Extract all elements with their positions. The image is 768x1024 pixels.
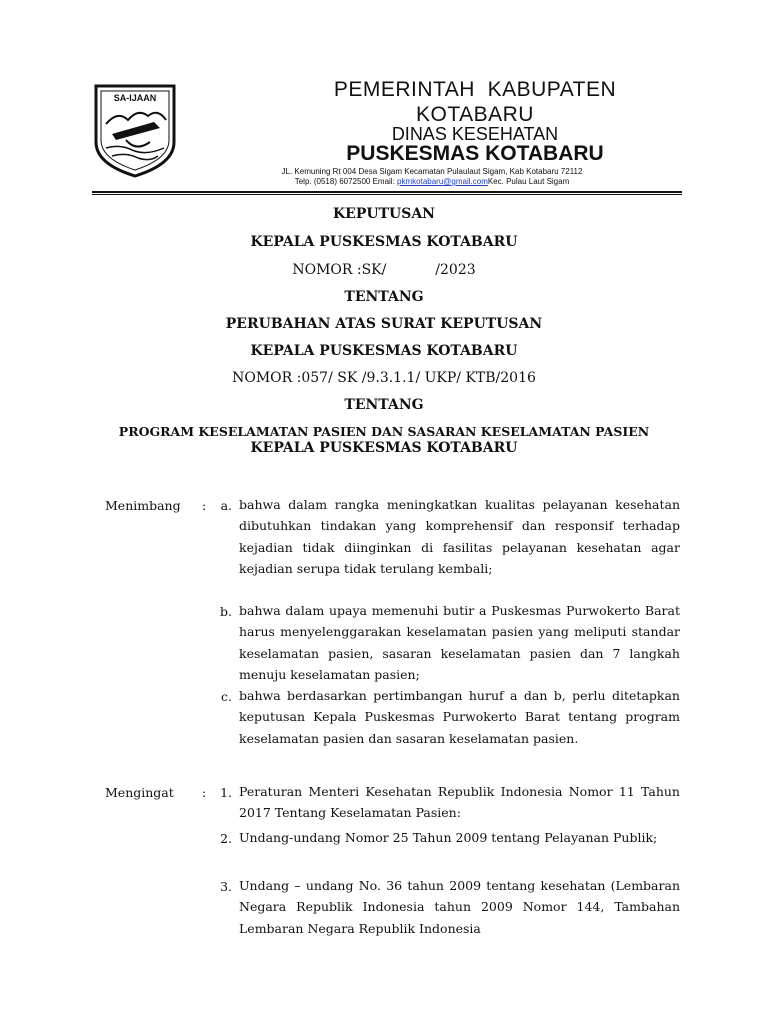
mengingat-item-2: Undang-undang Nomor 25 Tahun 2009 tentang Pelayanan Publik; bbox=[239, 830, 658, 845]
letterhead-rule-thin bbox=[92, 194, 682, 195]
list-marker: b. bbox=[220, 604, 232, 619]
menimbang-item-a: bahwa dalam rangka meningkatkan kualitas pelayanan kesehatan dibutuhkan tindakan yang komprehensif dan responsif terhadap kejadian tidak diinginkan di fasilitas pelayanan kesehatan agar kejadian serupa tidak terulang kembali; bbox=[239, 497, 680, 576]
title-tentang-2: TENTANG bbox=[344, 397, 424, 413]
list-marker: 1. bbox=[220, 785, 232, 800]
letterhead-city: KOTABARU bbox=[416, 103, 534, 126]
menimbang-item-c: bahwa berdasarkan pertimbangan huruf a dan b, perlu ditetapkan keputusan Kepala Puskesmas Purwokerto Barat tentang program keselamatan pasien dan sasaran keselamatan pasien. bbox=[239, 688, 680, 746]
title-keputusan: KEPUTUSAN bbox=[333, 206, 435, 222]
letterhead-rule bbox=[92, 191, 682, 193]
list-marker: 2. bbox=[220, 831, 232, 846]
section-colon: : bbox=[202, 498, 207, 513]
title-perubahan: PERUBAHAN ATAS SURAT KEPUTUSAN bbox=[225, 316, 543, 332]
logo-text: SA-IJAAN bbox=[113, 93, 157, 103]
title-tentang: TENTANG bbox=[344, 289, 424, 305]
list-marker: 3. bbox=[220, 879, 232, 894]
sa-ijaan-logo bbox=[92, 80, 178, 180]
letterhead-address: JL. Kemuning Rt 004 Desa Sigam Kecamatan Pulaulaut Sigam, Kab Kotabaru 72112 bbox=[281, 167, 583, 176]
letterhead-contact bbox=[222, 177, 642, 187]
list-marker: c. bbox=[221, 689, 232, 704]
list-marker: a. bbox=[220, 498, 232, 513]
contact-email-link[interactable]: pkmkotabaru@gmail.com bbox=[397, 177, 488, 186]
contact-district: Kec. Pulau Laut Sigam bbox=[487, 177, 570, 186]
menimbang-item-b: bahwa dalam upaya memenuhi butir a Puskesmas Purwokerto Barat harus menyelenggarakan keselamatan pasien yang meliputi standar keselamatan pasien, sasaran keselamatan pasien dan 7 langkah menuju keselamatan pasien; bbox=[239, 603, 680, 682]
section-colon: : bbox=[202, 785, 207, 800]
title-kepala-2: KEPALA PUSKESMAS KOTABARU bbox=[250, 343, 518, 359]
letterhead-department: DINAS KESEHATAN bbox=[391, 124, 559, 144]
section-label-menimbang: Menimbang bbox=[105, 498, 181, 513]
section-label-mengingat: Mengingat bbox=[105, 785, 174, 800]
title-program: PROGRAM KESELAMATAN PASIEN DAN SASARAN KESELAMATAN PASIEN bbox=[118, 424, 650, 439]
mengingat-item-3: Undang – undang No. 36 tahun 2009 tentang kesehatan (Lembaran Negara Republik Indonesia tahun 2009 Nomor 144, Tambahan Lembaran Negara Republik Indonesia bbox=[239, 878, 680, 936]
letterhead-puskesmas: PUSKESMAS KOTABARU bbox=[346, 142, 604, 165]
contact-phone: Telp. (0518) 6072500 Email: bbox=[294, 177, 398, 186]
title-kepala-3: KEPALA PUSKESMAS KOTABARU bbox=[250, 440, 518, 456]
title-kepala: KEPALA PUSKESMAS KOTABARU bbox=[250, 234, 518, 250]
mengingat-item-1: Peraturan Menteri Kesehatan Republik Indonesia Nomor 11 Tahun 2017 Tentang Keselamatan Pasien: bbox=[239, 784, 680, 821]
letterhead-government: PEMERINTAH KABUPATEN bbox=[333, 78, 617, 101]
title-nomor-lama: NOMOR :057/ SK /9.3.1.1/ UKP/ KTB/2016 bbox=[232, 370, 536, 386]
title-nomor: NOMOR :SK/ /2023 bbox=[292, 262, 476, 278]
